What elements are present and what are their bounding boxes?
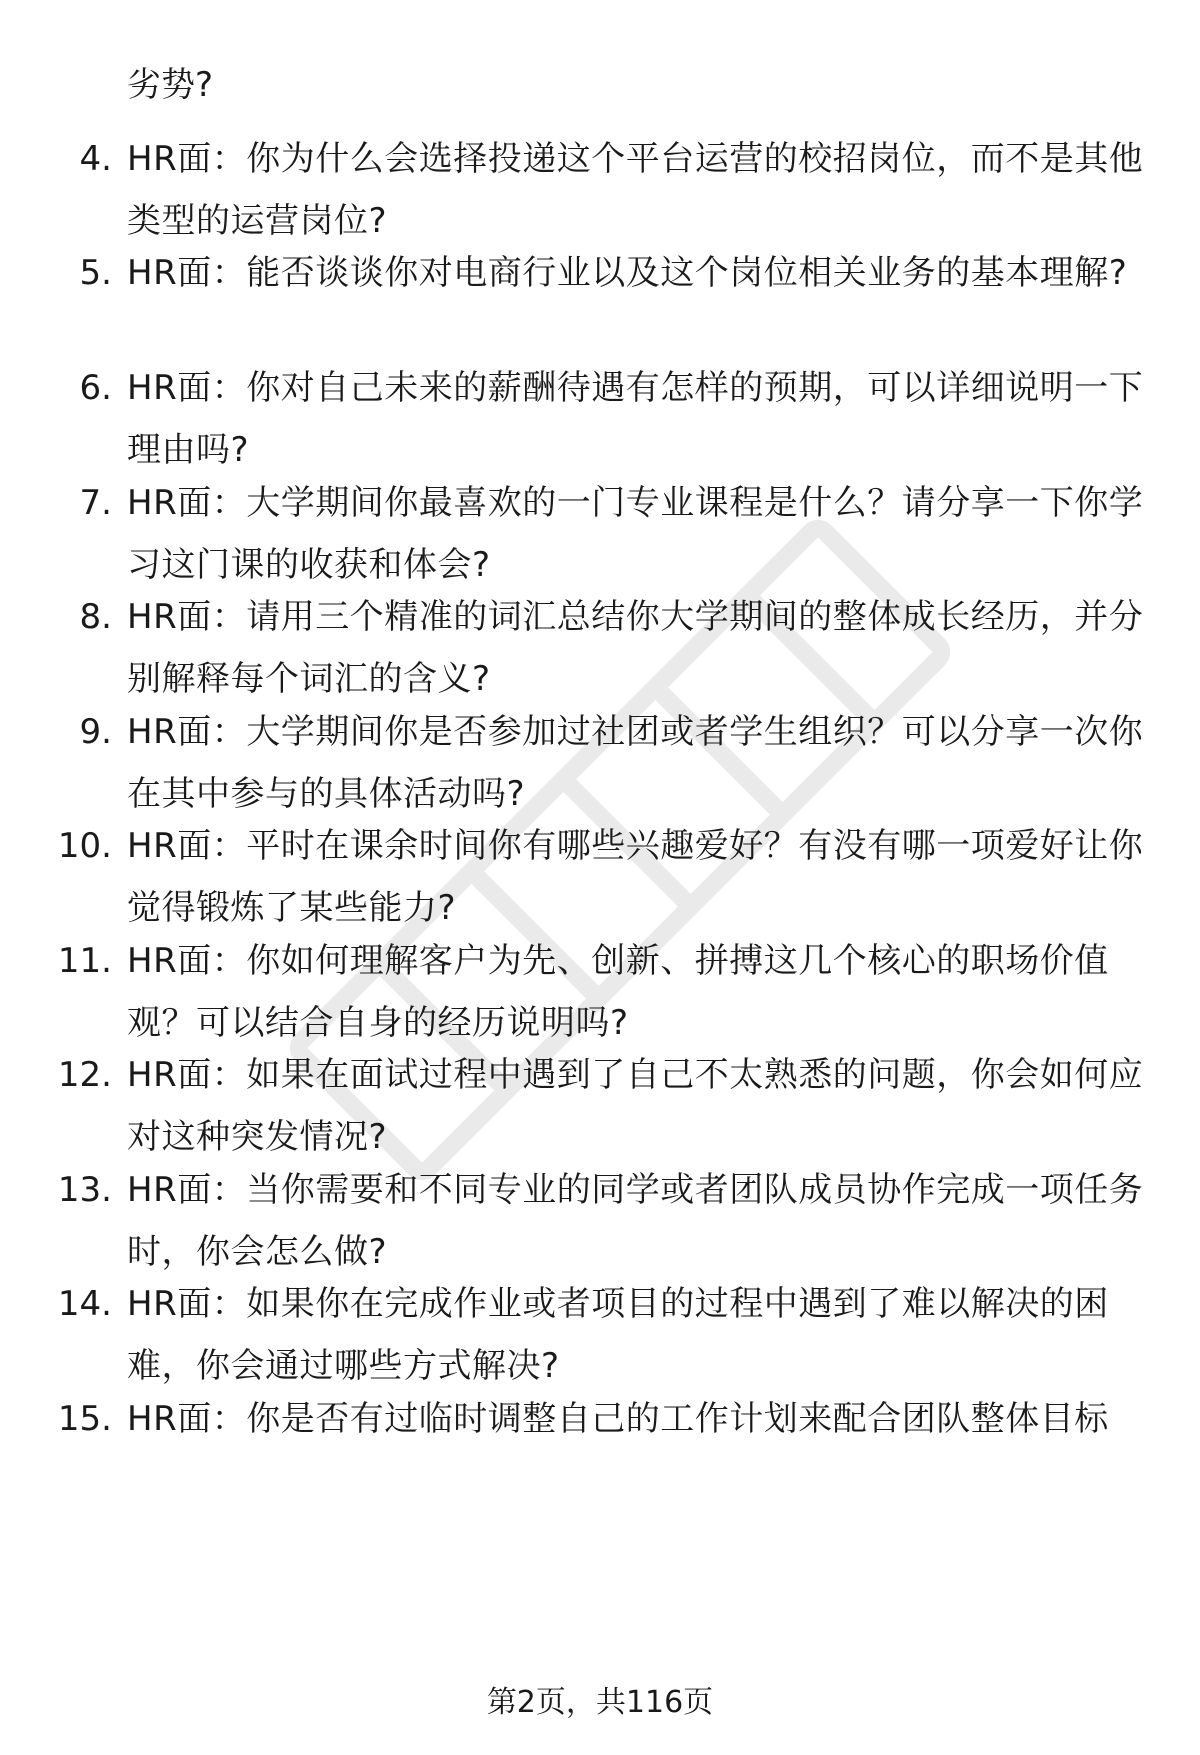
question-text: HR面：大学期间你最喜欢的一门专业课程是什么？请分享一下你学习这门课的收获和体会? — [127, 483, 1144, 585]
question-text: HR面：平时在课余时间你有哪些兴趣爱好？有没有哪一项爱好让你觉得锻炼了某些能力? — [127, 826, 1144, 928]
question-number: 14. — [57, 1284, 112, 1324]
page-footer: 第2页，共116页 — [486, 1685, 714, 1720]
question-text: HR面：你为什么会选择投递这个平台运营的校招岗位，而不是其他类型的运营岗位? — [127, 139, 1144, 241]
question-text: HR面：大学期间你是否参加过社团或者学生组织？可以分享一次你在其中参与的具体活动吗? — [127, 712, 1144, 814]
question-text: HR面：你如何理解客户为先、创新、拼搏这几个核心的职场价值观？可以结合自身的经历说明吗? — [127, 941, 1109, 1043]
question-text: HR面：请用三个精准的词汇总结你大学期间的整体成长经历，并分别解释每个词汇的含义? — [127, 597, 1144, 699]
question-number: 9. — [79, 712, 112, 752]
question-number: 8. — [79, 597, 112, 637]
question-number: 13. — [57, 1170, 112, 1210]
question-number: 7. — [79, 483, 112, 523]
question-number: 4. — [79, 139, 112, 179]
question-text: HR面：你对自己未来的薪酬待遇有怎样的预期，可以详细说明一下理由吗? — [127, 368, 1144, 470]
question-text: HR面：能否谈谈你对电商行业以及这个岗位相关业务的基本理解? — [127, 253, 1128, 293]
question-number: 5. — [79, 253, 112, 293]
continuation-text: 劣势? — [127, 65, 214, 105]
question-number: 10. — [57, 826, 112, 866]
question-text: HR面：当你需要和不同专业的同学或者团队成员协作完成一项任务时，你会怎么做? — [127, 1170, 1144, 1272]
question-text: HR面：你是否有过临时调整自己的工作计划来配合团队整体目标 — [127, 1399, 1109, 1439]
question-text: HR面：如果你在完成作业或者项目的过程中遇到了难以解决的困难，你会通过哪些方式解决? — [127, 1284, 1109, 1386]
question-number: 11. — [57, 941, 112, 981]
question-number: 12. — [57, 1055, 112, 1095]
question-number: 6. — [79, 368, 112, 408]
question-text: HR面：如果在面试过程中遇到了自己不太熟悉的问题，你会如何应对这种突发情况? — [127, 1055, 1144, 1157]
question-number: 15. — [57, 1399, 112, 1439]
